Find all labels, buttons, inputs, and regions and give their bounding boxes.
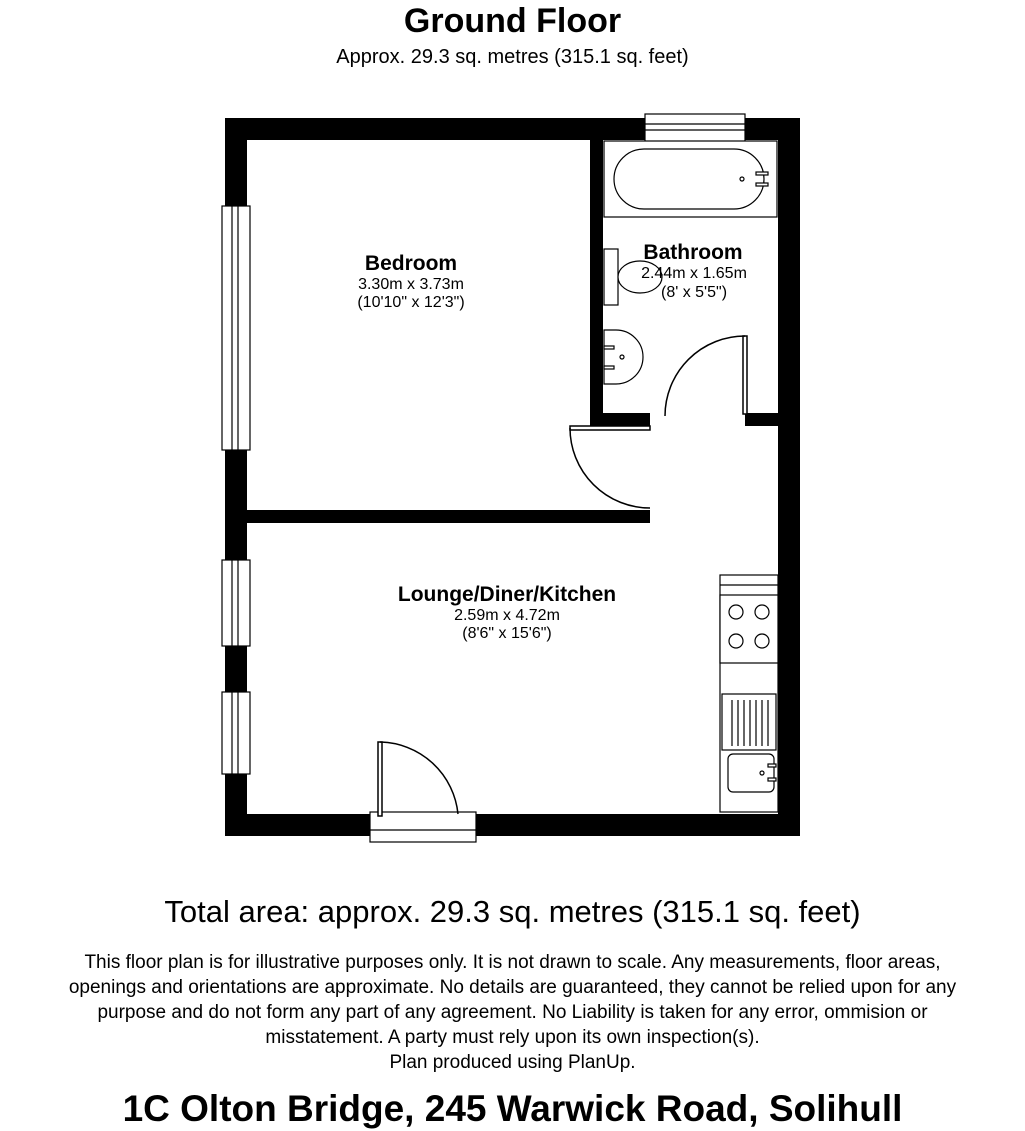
window-bathroom: [645, 114, 745, 142]
washbasin: [604, 330, 643, 384]
bedroom-name: Bedroom: [364, 252, 458, 275]
bathroom-name: Bathroom: [643, 241, 743, 264]
door-bathroom: [665, 336, 747, 416]
doors: [378, 336, 747, 816]
drainer: [722, 694, 776, 750]
partition-wall: [247, 510, 650, 523]
property-address: 1C Olton Bridge, 245 Warwick Road, Solihull: [122, 1088, 903, 1129]
bathroom-wall-left: [590, 140, 603, 426]
disclaimer-line: purpose and do not form any part of any agreement. No Liability is taken for any error, ommision or: [97, 1002, 928, 1023]
wall-bottom: [225, 814, 800, 836]
bathroom-wall-bottom-right: [745, 413, 778, 426]
door-bedroom: [570, 426, 650, 508]
disclaimer-line: This floor plan is for illustrative purposes only. It is not drawn to scale. Any measurements, floor areas,: [84, 952, 941, 973]
front-door-opening: [370, 812, 476, 842]
bathroom-wall-bottom-left: [590, 413, 650, 426]
bathtub: [604, 141, 777, 217]
lounge-name: Lounge/Diner/Kitchen: [397, 583, 617, 606]
floor-area-subtitle: Approx. 29.3 sq. metres (315.1 sq. feet): [336, 46, 689, 68]
window-lounge-upper: [222, 560, 250, 646]
kitchen-sink: [728, 754, 776, 792]
wall-right: [778, 118, 800, 836]
bathroom-dims-metric: 2.44m x 1.65m: [641, 265, 747, 282]
bedroom-dims-imperial: (10'10" x 12'3"): [357, 294, 465, 311]
disclaimer-line: Plan produced using PlanUp.: [389, 1052, 636, 1073]
walls: [225, 118, 800, 836]
disclaimer-line: openings and orientations are approximate. No details are guaranteed, they cannot be relied upon for any: [68, 977, 957, 998]
window-lounge-lower: [222, 692, 250, 774]
floor-title: Ground Floor: [403, 2, 622, 40]
window-bedroom: [222, 206, 250, 450]
total-area: Total area: approx. 29.3 sq. metres (315.1 sq. feet): [164, 894, 861, 929]
door-front: [378, 742, 458, 816]
bedroom-dims-metric: 3.30m x 3.73m: [358, 276, 464, 293]
disclaimer-line: misstatement. A party must rely upon its own inspection(s).: [265, 1027, 760, 1048]
bathroom-dims-imperial: (8' x 5'5"): [660, 284, 728, 301]
lounge-dims-imperial: (8'6" x 15'6"): [462, 625, 552, 642]
windows: [222, 114, 745, 842]
lounge-dims-metric: 2.59m x 4.72m: [454, 607, 560, 624]
hob: [720, 595, 778, 663]
kitchen-fixtures: [720, 575, 778, 812]
disclaimer: [0, 950, 1025, 1075]
